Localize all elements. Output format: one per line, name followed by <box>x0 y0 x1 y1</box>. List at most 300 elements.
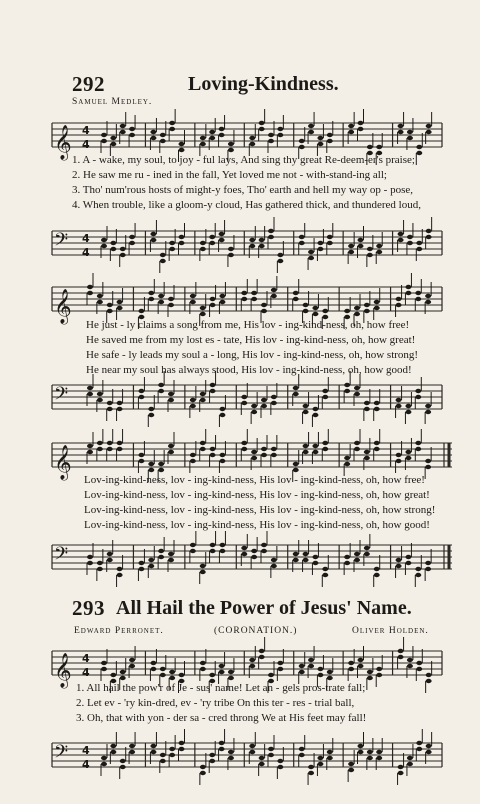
verse-line: 1. A - wake, my soul, to joy - ful lays, And sing thy great Re-deem-er's praise; <box>72 154 415 166</box>
note-head <box>169 676 175 680</box>
note-head <box>405 456 411 460</box>
note-head <box>87 561 93 565</box>
note-head <box>407 664 413 668</box>
note-head <box>200 247 206 251</box>
note-head <box>107 558 113 562</box>
note-head <box>210 389 216 393</box>
note-head <box>358 121 364 125</box>
note-head <box>107 441 113 445</box>
note-head <box>241 447 247 451</box>
note-head <box>148 468 154 472</box>
note-head <box>317 136 323 140</box>
note-head <box>110 247 116 251</box>
note-head <box>396 453 402 457</box>
note-head <box>228 148 234 152</box>
note-head <box>219 747 225 751</box>
treble-staff <box>52 282 442 324</box>
note-head <box>251 410 257 414</box>
note-head <box>327 133 333 137</box>
treble-clef-icon: 𝄞 <box>54 289 72 324</box>
note-head <box>268 133 274 137</box>
note-head <box>138 389 144 393</box>
note-head <box>138 459 144 463</box>
note-head <box>251 291 257 295</box>
note-head <box>169 241 175 245</box>
note-head <box>293 552 299 556</box>
note-head <box>317 241 323 245</box>
note-head <box>426 130 432 134</box>
note-head <box>293 297 299 301</box>
note-head <box>219 664 225 668</box>
note-head <box>405 561 411 565</box>
note-head <box>138 453 144 457</box>
note-head <box>251 456 257 460</box>
note-head <box>150 667 156 671</box>
note-head <box>249 136 255 140</box>
bass-clef-icon: 𝄢 <box>54 742 69 767</box>
note-head <box>344 309 350 313</box>
note-head <box>228 670 234 674</box>
note-head <box>120 676 126 680</box>
hymn-number: 293 <box>72 596 105 620</box>
note-head <box>303 558 309 562</box>
note-head <box>160 253 166 257</box>
note-head <box>299 670 305 674</box>
verse-line: 2. He saw me ru - ined in the fall, Yet loved me not - with-stand-ing all; <box>72 169 387 181</box>
note-head <box>407 241 413 245</box>
note-head <box>308 256 314 260</box>
note-head <box>87 386 93 390</box>
note-head <box>376 667 382 671</box>
note-head <box>396 558 402 562</box>
note-head <box>364 546 370 550</box>
note-head <box>354 447 360 451</box>
note-head <box>396 459 402 463</box>
note-head <box>241 552 247 556</box>
note-head <box>148 407 154 411</box>
note-head <box>416 247 422 251</box>
note-head <box>169 753 175 757</box>
note-head <box>101 661 107 665</box>
note-head <box>120 130 126 134</box>
note-head <box>376 756 382 760</box>
note-head <box>117 567 123 571</box>
note-head <box>169 121 175 125</box>
note-head <box>358 244 364 248</box>
note-head <box>425 567 431 571</box>
tune-name: (CORONATION.) <box>214 626 298 636</box>
note-head <box>268 139 274 143</box>
note-head <box>120 765 126 769</box>
note-head <box>396 564 402 568</box>
verse-block <box>76 681 366 726</box>
note-head <box>261 398 267 402</box>
note-head <box>259 244 265 248</box>
note-head <box>168 444 174 448</box>
note-head <box>426 235 432 239</box>
note-head <box>210 447 216 451</box>
note-head <box>317 762 323 766</box>
note-head <box>138 567 144 571</box>
note-head <box>148 291 154 295</box>
note-head <box>261 543 267 547</box>
note-head <box>148 297 154 301</box>
note-head <box>200 398 206 402</box>
note-head <box>179 235 185 239</box>
note-head <box>358 750 364 754</box>
note-head <box>416 667 422 671</box>
note-head <box>303 303 309 307</box>
note-head <box>190 398 196 402</box>
note-head <box>117 447 123 451</box>
note-head <box>364 407 370 411</box>
note-head <box>110 142 116 146</box>
note-head <box>303 410 309 414</box>
note-head <box>277 765 283 769</box>
note-head <box>308 771 314 775</box>
note-head <box>261 453 267 457</box>
note-head <box>398 765 404 769</box>
note-head <box>200 441 206 445</box>
note-head <box>168 398 174 402</box>
bass-clef-icon: 𝄢 <box>54 230 69 255</box>
note-head <box>415 297 421 301</box>
note-head <box>210 453 216 457</box>
note-head <box>308 765 314 769</box>
note-head <box>415 395 421 399</box>
note-head <box>179 148 185 152</box>
note-head <box>312 306 318 310</box>
note-head <box>376 145 382 149</box>
note-head <box>97 300 103 304</box>
note-head <box>358 744 364 748</box>
note-head <box>148 413 154 417</box>
note-head <box>179 142 185 146</box>
note-head <box>158 468 164 472</box>
note-head <box>367 670 373 674</box>
note-head <box>348 250 354 254</box>
note-head <box>322 389 328 393</box>
note-head <box>101 238 107 242</box>
note-head <box>317 142 323 146</box>
note-head <box>425 465 431 469</box>
note-head <box>268 673 274 677</box>
note-head <box>364 450 370 454</box>
note-head <box>268 747 274 751</box>
note-head <box>271 288 277 292</box>
note-head <box>150 744 156 748</box>
note-head <box>308 124 314 128</box>
note-head <box>376 750 382 754</box>
verse-line: 3. Oh, that with yon - der sa - cred throng We at His feet may fall! <box>76 712 367 724</box>
note-head <box>160 759 166 763</box>
note-head <box>209 241 215 245</box>
note-head <box>148 564 154 568</box>
note-head <box>303 552 309 556</box>
note-head <box>97 567 103 571</box>
note-head <box>271 401 277 405</box>
verse-line: 2. Let ev - 'ry kin-dred, ev - 'ry tribe On this ter - res - trial ball, <box>76 697 355 709</box>
note-head <box>354 306 360 310</box>
note-head <box>107 401 113 405</box>
note-head <box>344 561 350 565</box>
note-head <box>367 247 373 251</box>
note-head <box>251 555 257 559</box>
note-head <box>150 238 156 242</box>
bass-clef-icon: 𝄢 <box>54 384 69 409</box>
note-head <box>364 309 370 313</box>
note-head <box>374 407 380 411</box>
verse-line: Lov-ing-kind-ness, lov - ing-kind-ness, His lov - ing-kind-ness, oh, how good! <box>84 519 430 531</box>
note-head <box>219 670 225 674</box>
verse-block <box>84 473 435 533</box>
note-head <box>271 447 277 451</box>
note-head <box>200 667 206 671</box>
note-head <box>117 441 123 445</box>
note-head <box>259 121 265 125</box>
note-head <box>110 744 116 748</box>
note-head <box>219 294 225 298</box>
note-head <box>200 312 206 316</box>
note-head <box>110 750 116 754</box>
note-head <box>190 294 196 298</box>
note-head <box>210 303 216 307</box>
note-head <box>228 750 234 754</box>
note-head <box>293 291 299 295</box>
note-head <box>241 441 247 445</box>
note-head <box>299 664 305 668</box>
bass-clef-icon: 𝄢 <box>54 544 69 569</box>
note-head <box>398 124 404 128</box>
note-head <box>117 306 123 310</box>
note-head <box>312 413 318 417</box>
note-head <box>308 250 314 254</box>
note-head <box>120 247 126 251</box>
note-head <box>327 676 333 680</box>
note-head <box>348 762 354 766</box>
note-head <box>261 309 267 313</box>
note-head <box>120 759 126 763</box>
verse-line: Lov-ing-kind-ness, lov - ing-kind-ness, His lov - ing-kind-ness, oh, how great! <box>84 489 430 501</box>
note-head <box>87 444 93 448</box>
note-head <box>407 756 413 760</box>
note-head <box>348 768 354 772</box>
note-head <box>168 558 174 562</box>
note-head <box>148 462 154 466</box>
note-head <box>160 667 166 671</box>
note-head <box>168 303 174 307</box>
note-head <box>425 410 431 414</box>
note-head <box>416 241 422 245</box>
bass-staff <box>52 380 442 414</box>
note-head <box>97 441 103 445</box>
note-head <box>303 444 309 448</box>
note-head <box>398 771 404 775</box>
note-head <box>271 453 277 457</box>
note-head <box>416 747 422 751</box>
note-head <box>228 253 234 257</box>
note-head <box>299 747 305 751</box>
note-head <box>308 664 314 668</box>
time-signature-top: 4 <box>82 232 90 245</box>
note-head <box>87 291 93 295</box>
note-head <box>299 139 305 143</box>
bass-staff <box>52 540 452 574</box>
note-head <box>299 145 305 149</box>
note-head <box>293 392 299 396</box>
note-head <box>322 441 328 445</box>
note-head <box>322 395 328 399</box>
note-head <box>251 450 257 454</box>
note-head <box>168 392 174 396</box>
note-head <box>415 441 421 445</box>
note-head <box>241 401 247 405</box>
note-head <box>219 413 225 417</box>
note-head <box>367 676 373 680</box>
note-head <box>425 561 431 565</box>
note-head <box>259 238 265 242</box>
note-head <box>97 447 103 451</box>
note-head <box>259 756 265 760</box>
note-head <box>200 570 206 574</box>
note-head <box>101 139 107 143</box>
note-head <box>261 303 267 307</box>
note-head <box>405 450 411 454</box>
note-head <box>303 309 309 313</box>
note-head <box>241 297 247 301</box>
note-head <box>97 398 103 402</box>
note-head <box>268 235 274 239</box>
note-head <box>277 127 283 131</box>
note-head <box>251 549 257 553</box>
note-head <box>312 312 318 316</box>
note-head <box>129 127 135 131</box>
note-head <box>317 667 323 671</box>
note-head <box>228 142 234 146</box>
note-head <box>160 753 166 757</box>
note-head <box>179 673 185 677</box>
note-head <box>327 756 333 760</box>
note-head <box>376 673 382 677</box>
note-head <box>261 447 267 451</box>
note-head <box>405 291 411 295</box>
note-head <box>190 453 196 457</box>
note-head <box>348 130 354 134</box>
note-head <box>425 294 431 298</box>
note-head <box>160 133 166 137</box>
note-head <box>87 555 93 559</box>
time-signature-bottom: 4 <box>82 246 90 259</box>
author-credit: Samuel Medley. <box>72 97 153 107</box>
note-head <box>129 133 135 137</box>
note-head <box>426 673 432 677</box>
note-head <box>396 303 402 307</box>
note-head <box>107 407 113 411</box>
note-head <box>150 136 156 140</box>
note-head <box>358 238 364 242</box>
note-head <box>87 450 93 454</box>
treble-clef-icon: 𝄞 <box>54 125 72 160</box>
note-head <box>415 447 421 451</box>
note-head <box>249 664 255 668</box>
note-head <box>405 410 411 414</box>
note-head <box>299 235 305 239</box>
note-head <box>97 294 103 298</box>
note-head <box>405 285 411 289</box>
note-head <box>158 549 164 553</box>
note-head <box>117 300 123 304</box>
note-head <box>138 561 144 565</box>
treble-clef-icon: 𝄞 <box>54 445 72 480</box>
note-head <box>415 567 421 571</box>
note-head <box>129 235 135 239</box>
note-head <box>364 303 370 307</box>
note-head <box>179 747 185 751</box>
note-head <box>219 133 225 137</box>
note-head <box>426 750 432 754</box>
note-head <box>190 300 196 304</box>
note-head <box>210 549 216 553</box>
note-head <box>358 658 364 662</box>
note-head <box>249 658 255 662</box>
note-head <box>317 756 323 760</box>
note-head <box>200 771 206 775</box>
note-head <box>97 392 103 396</box>
note-head <box>209 673 215 677</box>
hymn-title: Loving-Kindness. <box>188 73 339 95</box>
time-signature-top: 4 <box>82 124 90 137</box>
note-head <box>367 756 373 760</box>
note-head <box>293 558 299 562</box>
note-head <box>209 759 215 763</box>
note-head <box>158 294 164 298</box>
note-head <box>219 741 225 745</box>
note-head <box>407 136 413 140</box>
note-head <box>219 127 225 131</box>
note-head <box>209 130 215 134</box>
note-head <box>268 753 274 757</box>
author-credit: Edward Perronet. <box>74 626 164 636</box>
note-head <box>249 744 255 748</box>
note-head <box>219 549 225 553</box>
note-head <box>150 130 156 134</box>
time-signature-bottom: 4 <box>82 666 90 679</box>
note-head <box>169 127 175 131</box>
note-head <box>344 456 350 460</box>
note-head <box>405 555 411 559</box>
note-head <box>303 404 309 408</box>
verse-block <box>86 318 418 378</box>
note-head <box>101 762 107 766</box>
time-signature-bottom: 4 <box>82 138 90 151</box>
note-head <box>249 750 255 754</box>
note-head <box>158 555 164 559</box>
note-head <box>101 667 107 671</box>
note-head <box>241 546 247 550</box>
note-head <box>117 407 123 411</box>
note-head <box>200 136 206 140</box>
note-head <box>259 655 265 659</box>
note-head <box>117 401 123 405</box>
note-head <box>374 567 380 571</box>
note-head <box>158 383 164 387</box>
note-head <box>405 404 411 408</box>
note-head <box>415 389 421 393</box>
note-head <box>190 543 196 547</box>
note-head <box>107 552 113 556</box>
verse-line: He near my soul has always stood, His lov - ing-kind-ness, oh, how good! <box>86 364 412 376</box>
note-head <box>327 750 333 754</box>
